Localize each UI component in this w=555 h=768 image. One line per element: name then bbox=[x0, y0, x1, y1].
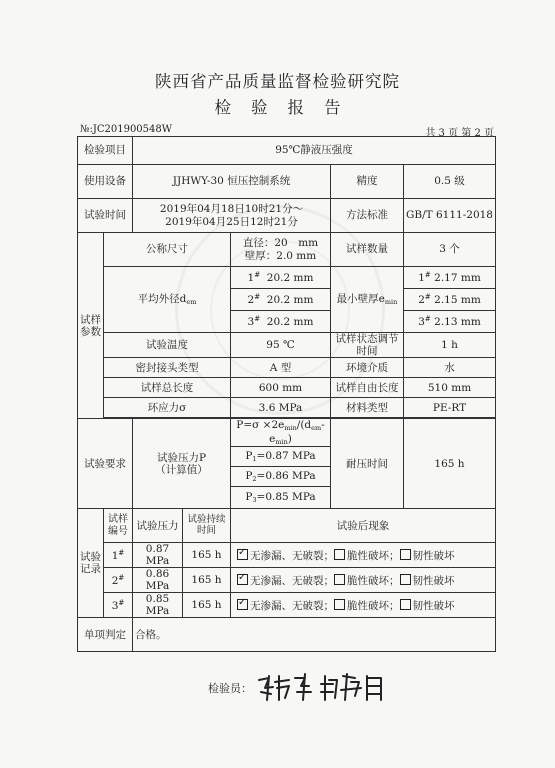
doc-number: №:JC201900548W bbox=[80, 124, 173, 135]
checkbox-checked[interactable] bbox=[237, 574, 248, 585]
col-phenomena: 试验后现象 bbox=[231, 509, 496, 543]
record-1-no: 1# bbox=[104, 543, 133, 568]
test-pressure-label: 试验压力P （计算值） bbox=[133, 419, 231, 509]
end-cap-label: 密封接头类型 bbox=[104, 358, 231, 378]
col-test-duration: 试验持续时间 bbox=[183, 509, 231, 543]
record-2-pressure: 0.86 MPa bbox=[133, 568, 183, 593]
precision-label: 精度 bbox=[331, 165, 404, 199]
conditioning-label: 试样状态调节时间 bbox=[331, 333, 404, 358]
checkbox[interactable] bbox=[400, 599, 411, 610]
od-row-3: 3# 20.2 mm bbox=[231, 311, 331, 333]
record-2-phenomena: ✓ 无渗漏、无破裂； 脆性破坏； 韧性破坏 bbox=[231, 568, 496, 593]
standard-label: 方法标准 bbox=[331, 199, 404, 233]
checkbox[interactable] bbox=[334, 599, 345, 610]
sample-qty-value: 3 个 bbox=[404, 233, 496, 267]
duration-label: 耐压时间 bbox=[331, 419, 404, 509]
pressure-p1: $P_1=0.87$ MPa bbox=[231, 447, 331, 467]
checkbox[interactable] bbox=[400, 574, 411, 585]
medium-value: 水 bbox=[404, 358, 496, 378]
org-name: 陕西省产品质量监督检验研究院 bbox=[155, 72, 400, 91]
material-value: PE-RT bbox=[404, 398, 496, 418]
test-time-value bbox=[133, 199, 331, 233]
duration-value: 165 h bbox=[404, 419, 496, 509]
record-1-duration: 165 h bbox=[183, 543, 231, 568]
test-time-label: 试验时间 bbox=[78, 199, 133, 233]
verdict-value: 合格。 bbox=[133, 618, 496, 652]
test-time-start: 2019年04月18日10时21分～ bbox=[159, 203, 304, 216]
sample-params-label: 试样参数 bbox=[78, 233, 104, 419]
report-table bbox=[77, 136, 496, 652]
hoop-stress-value: 3.6 MPa bbox=[231, 398, 331, 418]
od-row-2: 2# 20.2 mm bbox=[231, 289, 331, 311]
equipment-label: 使用设备 bbox=[78, 165, 133, 199]
col-sample-no: 试样编号 bbox=[104, 509, 133, 543]
test-temp-value: 95 ℃ bbox=[231, 333, 331, 358]
requirements-label: 试验要求 bbox=[78, 419, 133, 509]
test-temp-label: 试验温度 bbox=[104, 333, 231, 358]
checkbox[interactable] bbox=[334, 549, 345, 560]
wall-row-2: 2# 2.15 mm bbox=[404, 289, 496, 311]
record-2-duration: 165 h bbox=[183, 568, 231, 593]
record-3-phenomena: ✓ 无渗漏、无破裂； 脆性破坏； 韧性破坏 bbox=[231, 593, 496, 618]
wall-row-3: 3# 2.13 mm bbox=[404, 311, 496, 333]
precision-value: 0.5 级 bbox=[404, 165, 496, 199]
record-3-duration: 165 h bbox=[183, 593, 231, 618]
pressure-p3: $P_3=0.85$ MPa bbox=[231, 487, 331, 509]
pressure-formula: $P=\sigma \times 2e_{min}/(d_{em}-e_{min})$ bbox=[231, 419, 331, 447]
checkbox-checked[interactable] bbox=[237, 599, 248, 610]
avg-od-label: 平均外径$d_{em}$ bbox=[104, 267, 231, 333]
record-3-no: 3# bbox=[104, 593, 133, 618]
equipment-value: JJHWY-30 恒压控制系统 bbox=[133, 165, 331, 199]
nominal-size-value bbox=[231, 233, 331, 267]
checkbox[interactable] bbox=[334, 574, 345, 585]
record-2-no: 2# bbox=[104, 568, 133, 593]
test-time-end: 2019年04月25日12时21分 bbox=[165, 215, 298, 228]
test-item-value: 95℃静液压强度 bbox=[133, 137, 496, 165]
free-length-label: 试样自由长度 bbox=[331, 378, 404, 398]
inspector-signature bbox=[255, 666, 395, 706]
end-cap-value: A 型 bbox=[231, 358, 331, 378]
conditioning-value: 1 h bbox=[404, 333, 496, 358]
record-1-pressure: 0.87 MPa bbox=[133, 543, 183, 568]
pressure-p2: $P_2=0.86$ MPa bbox=[231, 467, 331, 487]
record-1-phenomena: ✓ 无渗漏、无破裂； 脆性破坏； 韧性破坏 bbox=[231, 543, 496, 568]
inspector-label: 检验员： bbox=[208, 682, 252, 695]
nominal-size-label: 公称尺寸 bbox=[104, 233, 231, 267]
wall-row-1: 1# 2.17 mm bbox=[404, 267, 496, 289]
report-title: 检验报告 bbox=[214, 98, 361, 117]
od-row-1: 1# 20.2 mm bbox=[231, 267, 331, 289]
nominal-diameter: 直径：20 mm bbox=[242, 237, 319, 250]
free-length-value: 510 mm bbox=[404, 378, 496, 398]
total-length-label: 试样总长度 bbox=[104, 378, 231, 398]
medium-label: 环境介质 bbox=[331, 358, 404, 378]
page-info: 共 3 页 第 2 页 bbox=[425, 128, 494, 139]
material-label: 材料类型 bbox=[331, 398, 404, 418]
total-length-value: 600 mm bbox=[231, 378, 331, 398]
records-label: 试验记录 bbox=[78, 509, 104, 618]
test-item-label: 检验项目 bbox=[78, 137, 133, 165]
record-3-pressure: 0.85 MPa bbox=[133, 593, 183, 618]
standard-value: GB/T 6111-2018 bbox=[404, 199, 496, 233]
verdict-label: 单项判定 bbox=[78, 618, 133, 652]
hoop-stress-label: 环应力σ bbox=[104, 398, 231, 418]
min-wall-label: 最小壁厚$e_{min}$ bbox=[331, 267, 404, 333]
sample-qty-label: 试样数量 bbox=[331, 233, 404, 267]
nominal-wall: 壁厚：2.0 mm bbox=[244, 249, 317, 262]
checkbox[interactable] bbox=[400, 549, 411, 560]
col-test-pressure: 试验压力 bbox=[133, 509, 183, 543]
checkbox-checked[interactable] bbox=[237, 549, 248, 560]
